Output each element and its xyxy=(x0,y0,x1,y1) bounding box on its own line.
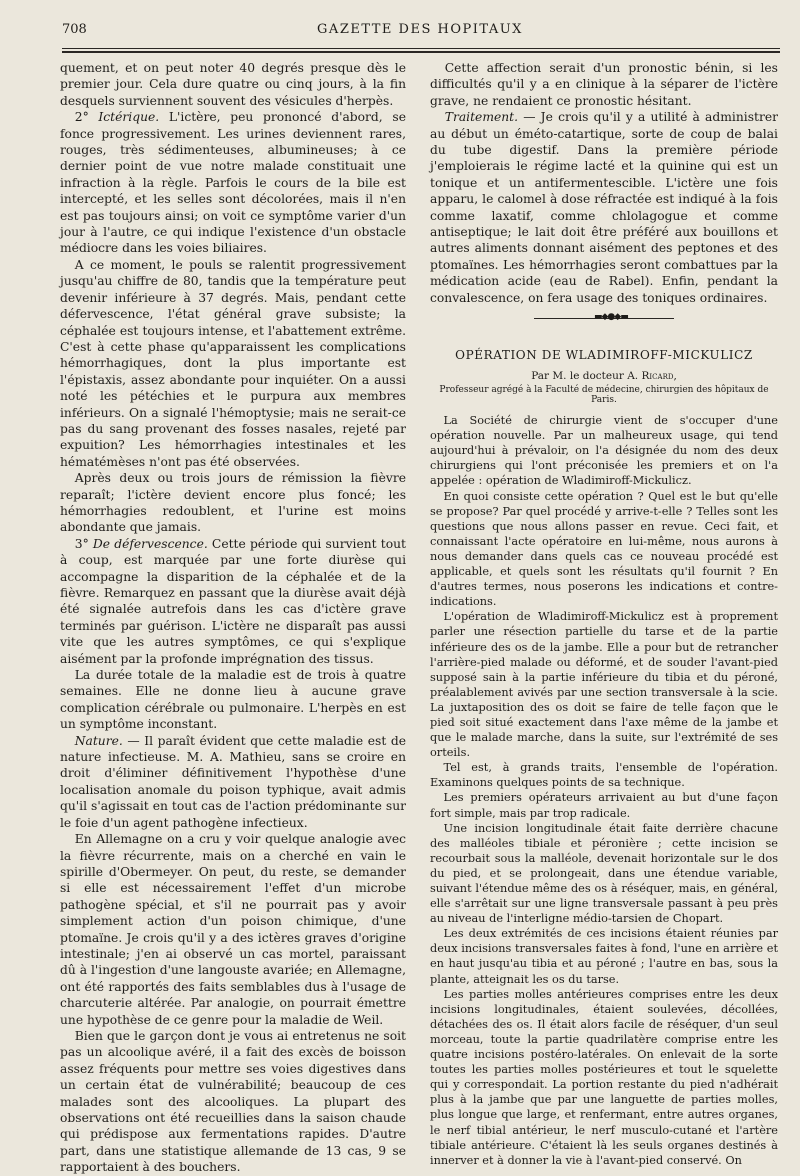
paragraph-text: — Je crois qu'il y a utilité à administrer au début un éméto-catartique, sorte de coup de balai du tube digestif. Dans la première période j'emploierais le régime lacté et la quinine qui est un tonique et un antifermentescible. L'ictère une fois apparu, le calomel à dose réfractée est indiqué à la fois comme laxatif, comme chlolagogue et comme antiseptique; le lait doit être préféré aux bouillons et autres aliments donnant aisément des peptones et des ptomaïnes. Les hémorrhagies seront combattues par la médication acide (eau de Rabel). Enfin, pendant la convalescence, on fera usage des toniques ordinaires. xyxy=(430,110,778,305)
paragraph: La durée totale de la maladie est de trois à quatre semaines. Elle ne donne lieu à aucune grave complication cérébrale ou pulmonaire. L'herpès en est un symptôme inconstant. xyxy=(60,668,406,732)
paragraph: Après deux ou trois jours de rémission la fièvre reparaît; l'ictère devient encore plus foncé; les hémorrhagies redoublent, et l'urine est moins abondante que jamais. xyxy=(60,471,406,535)
paragraph: Les parties molles antérieures comprises entre les deux incisions longitudinales, étaient soulevées, décollées, détachées des os. Il était alors facile de réséquer, d'un seul morceau, toute la partie quadrilatère comprise entre les quatre incisions postéro-latérales. On enlevait de la sorte toutes les parties molles postérieures et tout le squelette qui y correspondait. La portion restante du pied n'adhérait plus à la jambe que par une languette de parties molles, plus longue que large, et renfermant, entre autres organes, le nerf tibial antérieur, le nerf musculo-cutané et l'artère tibiale antérieure. C'étaient là les seuls organes destinés à innerver et à donner la vie à l'avant-pied conservé. On xyxy=(430,987,778,1167)
paragraph: A ce moment, le pouls se ralentit progressivement jusqu'au chiffre de 80, tandis que la température peut devenir inférieure à 37 degrés. Mais, pendant cette défervescence, l'état général grave subsiste; la céphalée est toujours intense, et l'abattement extrême. C'est à cette phase qu'apparaissent les complications hémorrhagiques, dont la plus importante est l'épistaxis, assez abondante pour inquiéter. On a aussi noté les pétéchies et le purpura aux membres inférieurs. On a signalé l'hémoptysie; mais ne serait-ce pas du sang provenant des fosses nasales, rejeté par expuition? Les hémorrhagies intestinales et les hématémèses n'ont pas été observées. xyxy=(60,257,406,469)
journal-title: GAZETTE DES HOPITAUX xyxy=(317,22,523,37)
paragraph: En Allemagne on a cru y voir quelque analogie avec la fièvre récurrente, mais on a cherché en vain le spirille d'Obermeyer. On peut, du reste, se demander si elle est nécessairement l'effet d'un microbe pathogène spécial, et s'il ne pourrait pas y avoir simplement action d'un poison chimique, d'une ptomaïne. Je crois qu'il y a des ictères graves d'origine intestinale; j'en ai observé un cas mortel, paraissant dû à l'ingestion d'une langouste avariée; en Allemagne, ont été rapportés des faits semblables dus à l'usage de charcuterie altérée. Par analogie, on pourrait émettre une hypothèse de ce genre pour la maladie de Weil. xyxy=(60,832,406,1027)
paragraph: Les deux extrémités de ces incisions étaient réunies par deux incisions transversales faites à fond, l'une en arrière et en haut jusqu'au tibia et au péroné ; l'autre en bas, sous la plante, atteignait les os du tarse. xyxy=(430,927,778,986)
byline-prefix: Par M. le docteur A. xyxy=(531,370,642,383)
header-rule xyxy=(62,48,780,49)
paragraph: Bien que le garçon dont je vous ai entretenus ne soit pas un alcoolique avéré, il a fait des excès de boisson assez fréquents pour mettre ses voies digestives dans un certain état de vulnérabilité; beaucoup de ces malades sont des alcooliques. La plupart des observations ont été recueillies dans la saison chaude qui prédispose aux fermentations rapides. D'autre part, dans une statistique allemande de 13 cas, 9 se rapportaient à des bouchers. xyxy=(60,1028,406,1175)
paragraph-text: — Il paraît évident que cette maladie est de nature infectieuse. M. A. Mathieu, sans se croire en droit d'éliminer définitivement l'hypothèse d'une localisation anomale du poison typhique, avait admis qu'il s'agissait en tout cas de l'action prédominante sur le foie d'un agent pathogène infectieux. xyxy=(60,733,406,830)
separator-ornament: ▬◆●◆▬ xyxy=(594,312,628,323)
page-number: 708 xyxy=(62,22,87,37)
paragraph xyxy=(60,109,406,257)
paragraph: En quoi consiste cette opération ? Quel est le but qu'elle se propose? Par quel procédé y arrive-t-elle ? Telles sont les questions que nous allons passer en revue. Ceci fait, et connaissant l'acte opératoire en lui-même, nous aurons à nous demander dans quels cas ce nouveau procédé est applicable, et quels sont les résultats qu'il fournit ? En d'autres termes, nous poserons les indications et contre-indications. xyxy=(430,489,778,609)
section-heading: Traitement. xyxy=(444,110,519,125)
paragraph xyxy=(60,536,406,667)
author-name: Ricard xyxy=(641,370,674,383)
paragraph: quement, et on peut noter 40 degrés presque dès le premier jour. Cela dure quatre ou cinq jours, à la fin desquels surviennent souvent des vésicules d'herpès. xyxy=(60,61,406,108)
author-affiliation: Professeur agrégé à la Faculté de médecine, chirurgien des hôpitaux de Paris. xyxy=(439,385,769,406)
paragraph-text: L'ictère, peu prononcé d'abord, se fonce progressivement. Les urines deviennent rares, rouges, très sédimenteuses, albumineuses; à ce dernier point de vue notre malade constituait une infraction à la règle. Parfois le cours de la bile est intercepté, et les selles sont décolorées, mais il n'en est pas toujours ainsi; on voit ce symptôme varier d'un jour à l'autre, ce qui indique l'existence d'un obstacle médiocre dans les voies biliaires. xyxy=(60,110,406,256)
paragraph: Tel est, à grands traits, l'ensemble de l'opération. Examinons quelques points de sa technique. xyxy=(430,761,778,790)
article-title: OPÉRATION DE WLADIMIROFF-MICKULICZ xyxy=(455,348,753,363)
paragraph-text: Cette période qui survient tout à coup, est marquée par une forte diurèse qui accompagne la disparition de la céphalée et de la fièvre. Remarquez en passant que la diurèse avait déjà été signalée autrefois dans les cas d'ictère grave terminés par guérison. L'ictère ne disparaît pas aussi vite que les autres symptômes, ce qui s'explique aisément par la profonde imprégnation des tissus. xyxy=(60,536,406,666)
paragraph: L'opération de Wladimiroff-Mickulicz est à proprement parler une résection partielle du tarse et de la partie inférieure des os de la jambe. Elle a pour but de retrancher l'arrière-pied malade ou déformé, et de souder l'avant-pied supposé sain à la partie inférieure du tibia et du péroné, préalablement avivés par une section transversale à la scie. La juxtaposition des os doit se faire de telle façon que le pied soit situé exactement dans l'axe même de la jambe et que le malade marche, dans la suite, sur l'extrémité de ses orteils. xyxy=(430,610,778,760)
paragraph xyxy=(430,109,778,306)
section-number: 2° xyxy=(74,110,89,125)
right-column xyxy=(430,60,778,1168)
section-separator xyxy=(534,312,674,323)
paragraph: Les premiers opérateurs arrivaient au but d'une façon fort simple, mais par trop radicale. xyxy=(430,791,778,820)
left-column xyxy=(60,60,406,1176)
section-heading: De défervescence. xyxy=(92,536,208,551)
paragraph: Cette affection serait d'un pronostic bénin, si les difficultés qu'il y a en clinique à la séparer de l'ictère grave, ne rendaient ce pronostic hésitant. xyxy=(430,61,778,108)
article-byline xyxy=(430,370,778,382)
paragraph: Une incision longitudinale était faite derrière chacune des malléoles tibiale et péronière ; cette incision se recourbait sous la malléole, devenait horizontale sur le dos du pied, et se prolongeait, dans une étendue variable, suivant l'étendue même des os à réséquer, mais, en général, elle s'arrêtait sur une ligne transversale passant à peu près au niveau de l'interligne médio-tarsien de Chopart. xyxy=(430,821,778,926)
byline-suffix: , xyxy=(673,370,677,383)
paragraph xyxy=(60,733,406,831)
paragraph: La Société de chirurgie vient de s'occuper d'une opération nouvelle. Par un malheureux usage, qui tend aujourd'hui à prévaloir, on l'a désignée du nom des deux chirurgiens qui l'ont préconisée les premiers et on l'a appelée : opération de Wladimiroff-Mickulicz. xyxy=(430,414,778,488)
section-heading: Nature. xyxy=(74,733,123,748)
header-rule-thick xyxy=(62,51,780,53)
section-number: 3° xyxy=(74,536,89,551)
section-heading: Ictérique. xyxy=(98,110,160,125)
page-header xyxy=(62,22,778,42)
